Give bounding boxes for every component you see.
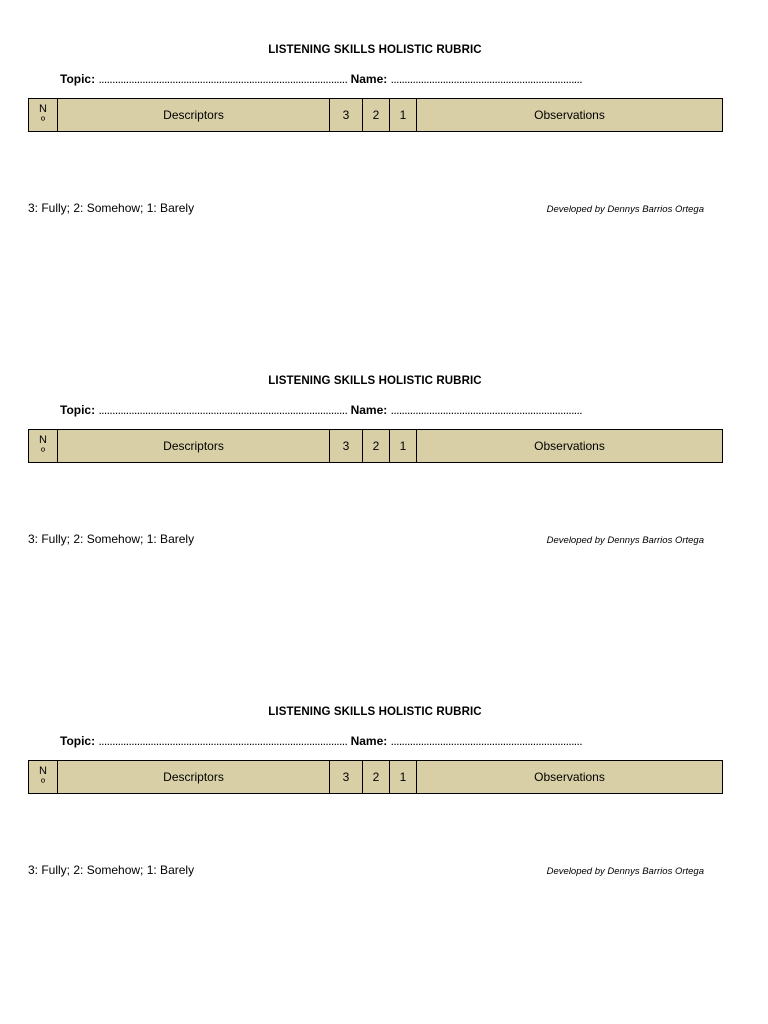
rubric-title: LISTENING SKILLS HOLISTIC RUBRIC xyxy=(268,44,482,56)
author-credit: Developed by Dennys Barrios Ortega xyxy=(546,866,704,877)
number-header-line2: º xyxy=(40,115,46,127)
header-fields xyxy=(60,72,582,86)
topic-field[interactable]: ........................................................................................... xyxy=(98,72,348,86)
name-label: Name: xyxy=(350,734,388,748)
column-header-score-2: 2 xyxy=(363,430,390,463)
column-header-score-3: 3 xyxy=(330,761,363,794)
name-field[interactable]: ...................................................................... xyxy=(390,734,583,748)
topic-label: Topic: xyxy=(60,734,96,748)
rubric-block-3 xyxy=(0,662,768,962)
header-fields xyxy=(60,403,582,417)
rubric-title: LISTENING SKILLS HOLISTIC RUBRIC xyxy=(268,375,482,387)
column-header-observations: Observations xyxy=(417,430,723,463)
column-header-number xyxy=(29,761,58,794)
column-header-score-2: 2 xyxy=(363,99,390,132)
column-header-observations: Observations xyxy=(417,761,723,794)
number-header-line2: º xyxy=(40,446,46,458)
number-header-line2: º xyxy=(40,777,46,789)
rubric-table xyxy=(28,429,723,463)
column-header-score-3: 3 xyxy=(330,99,363,132)
rubric-block-2 xyxy=(0,331,768,631)
score-legend: 3: Fully; 2: Somehow; 1: Barely xyxy=(28,201,195,215)
author-credit: Developed by Dennys Barrios Ortega xyxy=(546,204,704,215)
column-header-observations: Observations xyxy=(417,99,723,132)
author-credit: Developed by Dennys Barrios Ortega xyxy=(546,535,704,546)
column-header-score-1: 1 xyxy=(390,761,417,794)
score-legend: 3: Fully; 2: Somehow; 1: Barely xyxy=(28,863,195,877)
column-header-score-1: 1 xyxy=(390,99,417,132)
name-field[interactable]: ...................................................................... xyxy=(390,403,583,417)
number-header-line1: N xyxy=(39,103,47,115)
rubric-title: LISTENING SKILLS HOLISTIC RUBRIC xyxy=(268,706,482,718)
topic-label: Topic: xyxy=(60,72,96,86)
name-field[interactable]: ...................................................................... xyxy=(390,72,583,86)
name-label: Name: xyxy=(350,403,388,417)
topic-field[interactable]: ........................................................................................... xyxy=(98,403,348,417)
column-header-number xyxy=(29,99,58,132)
header-fields xyxy=(60,734,582,748)
column-header-score-1: 1 xyxy=(390,430,417,463)
column-header-number xyxy=(29,430,58,463)
number-header-line1: N xyxy=(39,434,47,446)
score-legend: 3: Fully; 2: Somehow; 1: Barely xyxy=(28,532,195,546)
number-header-line1: N xyxy=(39,765,47,777)
column-header-descriptors: Descriptors xyxy=(58,99,330,132)
table-header-row xyxy=(29,99,723,132)
column-header-score-3: 3 xyxy=(330,430,363,463)
table-header-row xyxy=(29,430,723,463)
column-header-score-2: 2 xyxy=(363,761,390,794)
topic-label: Topic: xyxy=(60,403,96,417)
rubric-block-1 xyxy=(0,0,768,300)
name-label: Name: xyxy=(350,72,388,86)
column-header-descriptors: Descriptors xyxy=(58,430,330,463)
topic-field[interactable]: ........................................................................................... xyxy=(98,734,348,748)
column-header-descriptors: Descriptors xyxy=(58,761,330,794)
table-header-row xyxy=(29,761,723,794)
rubric-table xyxy=(28,98,723,132)
rubric-table xyxy=(28,760,723,794)
